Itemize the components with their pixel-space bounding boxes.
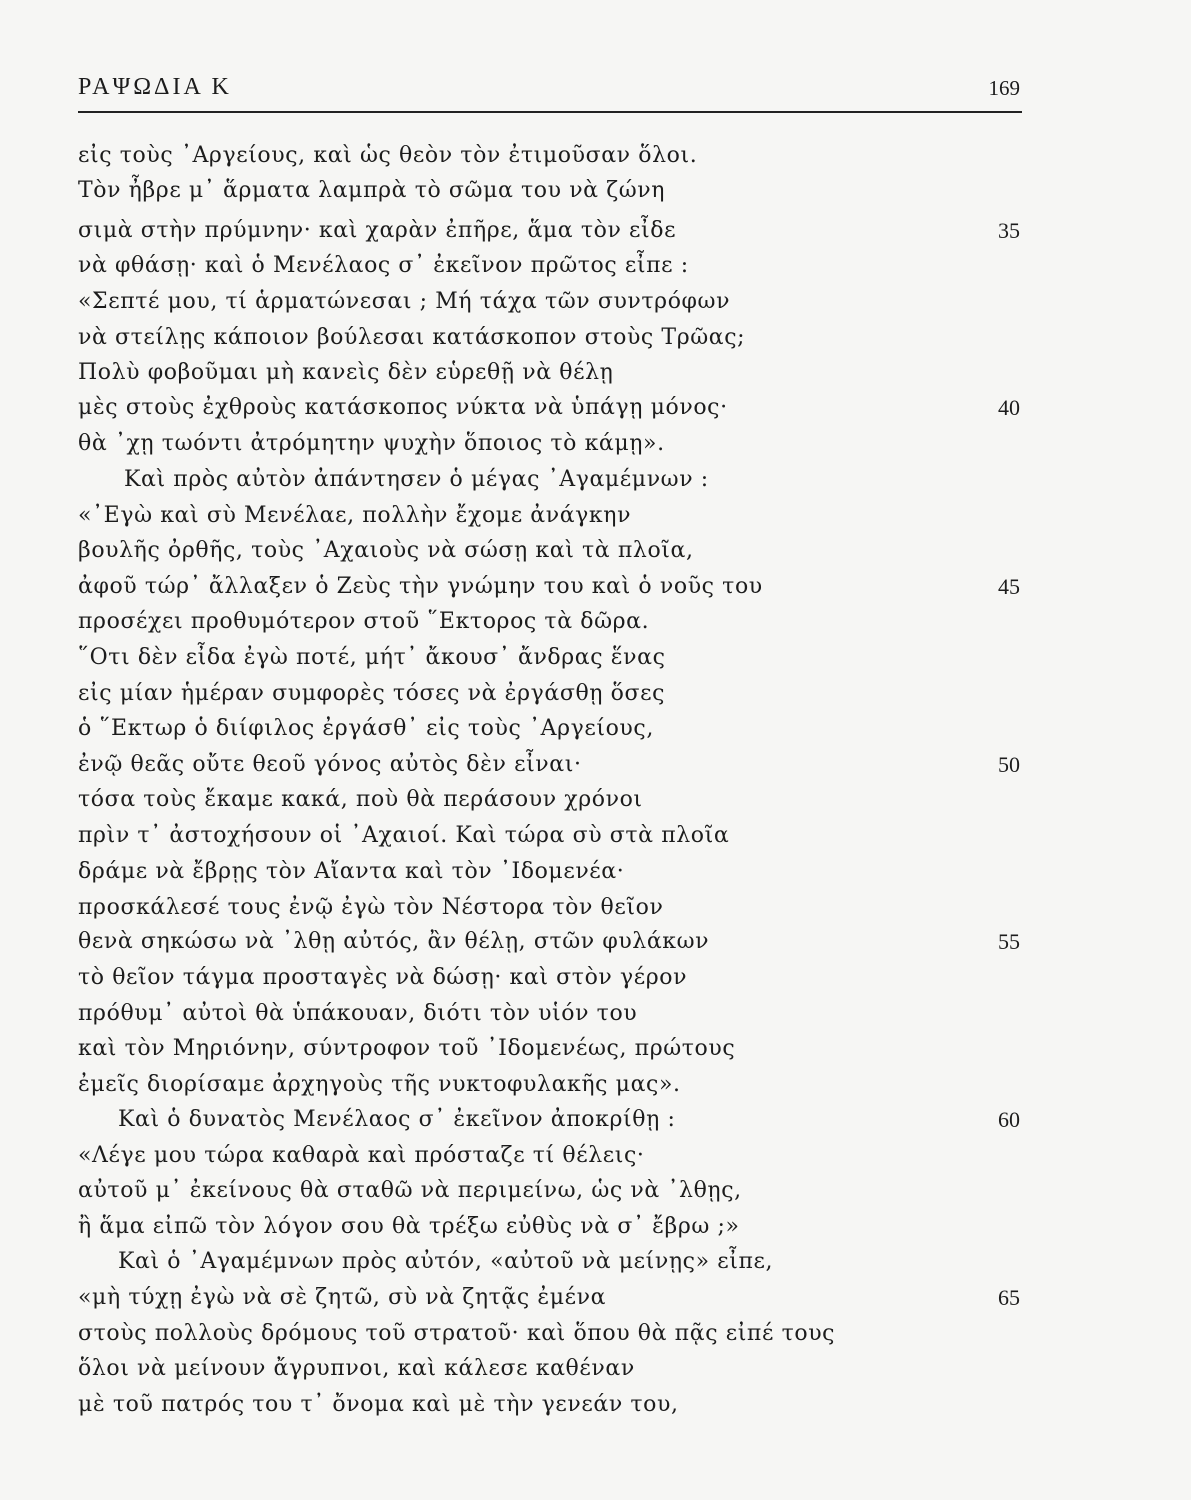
verse-number: 40 — [998, 395, 1020, 420]
verse-line: βουλῆς ὀρθῆς, τοὺς ᾿Αχαιοὺς νὰ σώσῃ καὶ τὰ πλοῖα, — [78, 538, 694, 563]
verse-number: 60 — [998, 1107, 1020, 1132]
verse-number: 65 — [998, 1285, 1020, 1310]
verse-number: 55 — [998, 929, 1020, 954]
verse-line: αὐτοῦ μ᾿ ἐκείνους θὰ σταθῶ νὰ περιμείνω, ὡς νὰ ᾿λθῃς, — [78, 1178, 742, 1203]
verse-line: τὸ θεῖον τάγμα προσταγὲς νὰ δώσῃ· καὶ στὸν γέρον — [78, 965, 688, 990]
verse-line: Καὶ ὁ ᾿Αγαμέμνων πρὸς αὐτόν, «αὐτοῦ νὰ μείνῃς» εἶπε, — [118, 1249, 774, 1274]
verse-line: προσκάλεσέ τους ἐνῷ ἐγὼ τὸν Νέστορα τὸν θεῖον — [78, 895, 664, 920]
page-number: 169 — [988, 76, 1020, 100]
verse-line: πρόθυμ᾿ αὐτοὶ θὰ ὑπάκουαν, διότι τὸν υἱόν του — [78, 1001, 638, 1026]
verse-line: στοὺς πολλοὺς δρόμους τοῦ στρατοῦ· καὶ ὅπου θὰ πᾷς εἰπέ τους — [78, 1321, 836, 1346]
verse-number: 45 — [998, 574, 1020, 599]
verse-line: μὲ τοῦ πατρός του τ᾿ ὄνομα καὶ μὲ τὴν γενεάν του, — [78, 1392, 679, 1417]
verse-line: θὰ ᾿χῃ τωόντι ἀτρόμητην ψυχὴν ὅποιος τὸ κάμῃ». — [78, 431, 665, 456]
verse-line: δράμε νὰ ἔβρῃς τὸν Αἴαντα καὶ τὸν ᾿Ιδομενέα· — [78, 859, 625, 884]
verse-line: ἢ ἅμα εἰπῶ τὸν λόγον σου θὰ τρέξω εὐθὺς νὰ σ᾿ ἔβρω ;» — [78, 1214, 740, 1239]
verse-line: νὰ φθάσῃ· καὶ ὁ Μενέλαος σ᾿ ἐκεῖνον πρῶτος εἶπε : — [78, 253, 689, 278]
verse-line: Πολὺ φοβοῦμαι μὴ κανεὶς δὲν εὑρεθῇ νὰ θέλῃ — [78, 360, 614, 385]
verse-line: θενὰ σηκώσω νὰ ᾿λθῃ αὐτός, ἂν θέλῃ, στῶν φυλάκων — [78, 929, 710, 954]
verse-line: «᾿Εγὼ καὶ σὺ Μενέλαε, πολλὴν ἔχομε ἀνάγκην — [78, 503, 632, 528]
verse-line: εἰς τοὺς ᾿Αργείους, καὶ ὡς θεὸν τὸν ἐτιμοῦσαν ὅλοι. — [78, 143, 698, 168]
verse-line: ἐμεῖς διορίσαμε ἀρχηγοὺς τῆς νυκτοφυλακῆς μας». — [78, 1072, 681, 1097]
running-title: ΡΑΨΩΔΙΑ Κ — [78, 74, 232, 100]
verse-line: σιμὰ στὴν πρύμνην· καὶ χαρὰν ἐπῆρε, ἅμα τὸν εἶδε — [78, 218, 677, 243]
verse-number: 50 — [998, 752, 1020, 777]
verse-line: «Σεπτέ μου, τί ἁρματώνεσαι ; Μή τάχα τῶν συντρόφων — [78, 289, 731, 314]
verse-line: Τὸν ἦβρε μ᾿ ἅρματα λαμπρὰ τὸ σῶμα του νὰ ζώνη — [78, 178, 666, 203]
verse-line: τόσα τοὺς ἔκαμε κακά, ποὺ θὰ περάσουν χρόνοι — [78, 787, 643, 812]
verse-line: Καὶ πρὸς αὐτὸν ἀπάντησεν ὁ μέγας ᾿Αγαμέμνων : — [124, 467, 709, 492]
verse-line: ἀφοῦ τώρ᾿ ἄλλαξεν ὁ Ζεὺς τὴν γνώμην του καὶ ὁ νοῦς του — [78, 574, 763, 599]
verse-line: μὲς στοὺς ἐχθροὺς κατάσκοπος νύκτα νὰ ὑπάγῃ μόνος· — [78, 395, 728, 420]
verse-number: 35 — [998, 218, 1020, 243]
verse-line: ὅλοι νὰ μείνουν ἄγρυπνοι, καὶ κάλεσε καθέναν — [78, 1356, 635, 1381]
verse-line: ἐνῷ θεᾶς οὔτε θεοῦ γόνος αὐτὸς δὲν εἶναι· — [78, 752, 582, 777]
verse-line: ῞Οτι δὲν εἶδα ἐγὼ ποτέ, μήτ᾿ ἄκουσ᾿ ἄνδρας ἕνας — [78, 645, 666, 670]
verse-line: καὶ τὸν Μηριόνην, σύντροφον τοῦ ᾿Ιδομενέως, πρώτους — [78, 1036, 736, 1061]
verse-line: «μὴ τύχῃ ἐγὼ νὰ σὲ ζητῶ, σὺ νὰ ζητᾷς ἐμένα — [78, 1285, 607, 1310]
verse-line: «Λέγε μου τώρα καθαρὰ καὶ πρόσταζε τί θέλεις· — [78, 1143, 645, 1168]
verse-line: ὁ ῞Εκτωρ ὁ διίφιλος ἐργάσθ᾿ εἰς τοὺς ᾿Αργείους, — [78, 716, 654, 741]
verse-line: εἰς μίαν ἡμέραν συμφορὲς τόσες νὰ ἐργάσθῃ ὅσες — [78, 681, 666, 706]
verse-line: πρὶν τ᾿ ἀστοχήσουν οἱ ᾿Αχαιοί. Καὶ τώρα σὺ στὰ πλοῖα — [78, 823, 730, 848]
verse-line: Καὶ ὁ δυνατὸς Μενέλαος σ᾿ ἐκεῖνον ἀποκρίθῃ : — [118, 1107, 676, 1132]
verse-line: προσέχει προθυμότερον στοῦ ῞Εκτορος τὰ δῶρα. — [78, 609, 650, 634]
verse-line: νὰ στείλῃς κάποιον βούλεσαι κατάσκοπον στοὺς Τρῶας; — [78, 325, 746, 350]
